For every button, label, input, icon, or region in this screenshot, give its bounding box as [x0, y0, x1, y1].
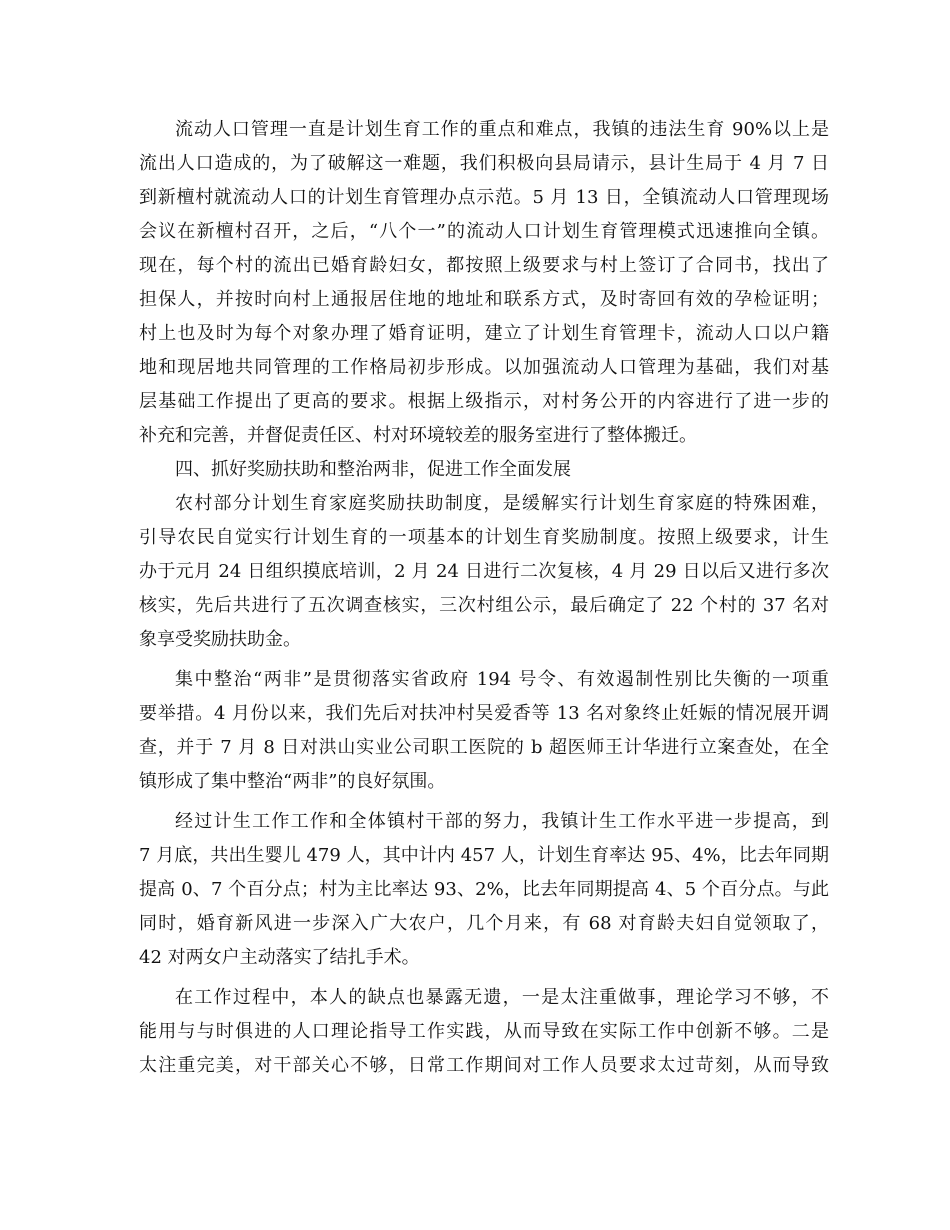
text-line: 村上也及时为每个对象办理了婚育证明，建立了计划生育管理卡，流动人口以户籍 — [139, 323, 829, 344]
document-body — [139, 113, 829, 1083]
text-line: 补充和完善，并督促责任区、村对环境较差的服务室进行了整体搬迁。 — [139, 425, 697, 446]
text-line: 集中整治“两非”是贯彻落实省政府 194 号令、有效遏制性别比失衡的一项重 — [175, 669, 829, 690]
text-line: 要举措。4 月份以来，我们先后对扶冲村吴爱香等 13 名对象终止妊娠的情况展开调 — [139, 703, 829, 724]
text-line: 层基础工作提出了更高的要求。根据上级指示，对村务公开的内容进行了进一步的 — [139, 391, 829, 412]
text-line: 担保人，并按时向村上通报居住地的地址和联系方式，及时寄回有效的孕检证明； — [139, 289, 829, 310]
text-line: 引导农民自觉实行计划生育的一项基本的计划生育奖励制度。按照上级要求，计生 — [139, 527, 829, 548]
paragraph-shortcomings — [139, 981, 829, 1083]
section-heading — [139, 453, 829, 487]
text-line: 提高 0、7 个百分点；村为主比率达 93、2%，比去年同期提高 4、5 个百分点。与此 — [139, 879, 829, 900]
text-line: 太注重完美，对干部关心不够，日常工作期间对工作人员要求太过苛刻，从而导致 — [139, 1055, 829, 1076]
text-line: 会议在新檀村召开，之后，“八个一”的流动人口计划生育管理模式迅速推向全镇。 — [139, 221, 829, 242]
text-line: 同时，婚育新风进一步深入广大农户，几个月来，有 68 对育龄夫妇自觉领取了， — [139, 913, 829, 934]
text-line: 镇形成了集中整治“两非”的良好氛围。 — [139, 771, 446, 792]
paragraph-reward-support — [139, 487, 829, 657]
text-line: 查，并于 7 月 8 日对洪山实业公司职工医院的 b 超医师王计华进行立案查处，在全 — [139, 737, 829, 758]
text-line: 42 对两女户主动落实了结扎手术。 — [139, 947, 420, 968]
text-line: 经过计生工作工作和全体镇村干部的努力，我镇计生工作水平进一步提高，到 — [175, 811, 829, 832]
text-line: 流动人口管理一直是计划生育工作的重点和难点，我镇的违法生育 90%以上是 — [175, 119, 829, 140]
text-line: 现在，每个村的流出已婚育龄妇女，都按照上级要求与村上签订了合同书，找出了 — [139, 255, 829, 276]
text-line: 7 月底，共出生婴儿 479 人，其中计内 457 人，计划生育率达 95、4%，比去年同期 — [139, 845, 829, 866]
text-line: 流出人口造成的，为了破解这一难题，我们积极向县局请示，县计生局于 4 月 7 日 — [139, 153, 829, 174]
text-line: 在工作过程中，本人的缺点也暴露无遗，一是太注重做事，理论学习不够，不 — [175, 987, 829, 1008]
paragraph-floating-population — [139, 113, 829, 453]
text-line: 四、抓好奖励扶助和整治两非，促进工作全面发展 — [175, 459, 571, 480]
text-line: 农村部分计划生育家庭奖励扶助制度，是缓解实行计划生育家庭的特殊困难， — [175, 493, 829, 514]
text-line: 象享受奖励扶助金。 — [139, 629, 301, 650]
text-line: 办于元月 24 日组织摸底培训，2 月 24 日进行二次复核，4 月 29 日以后又进行多次 — [139, 561, 829, 582]
text-line: 到新檀村就流动人口的计划生育管理办点示范。5 月 13 日，全镇流动人口管理现场 — [139, 187, 829, 208]
paragraph-two-illegals — [139, 663, 829, 799]
text-line: 地和现居地共同管理的工作格局初步形成。以加强流动人口管理为基础，我们对基 — [139, 357, 829, 378]
text-line: 核实，先后共进行了五次调查核实，三次村组公示，最后确定了 22 个村的 37 名对 — [139, 595, 829, 616]
paragraph-results — [139, 805, 829, 975]
text-line: 能用与与时俱进的人口理论指导工作实践，从而导致在实际工作中创新不够。二是 — [139, 1021, 829, 1042]
